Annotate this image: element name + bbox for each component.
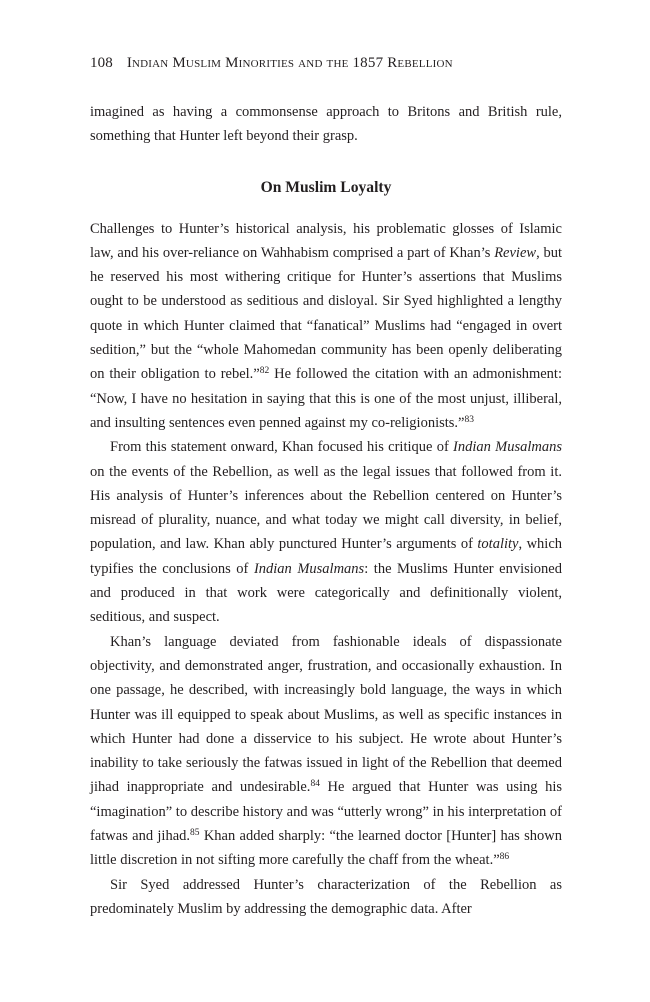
section-heading: On Muslim Loyalty bbox=[260, 178, 392, 196]
text-run: Challenges to Hunter’s historical analysis, his problematic glosses of Islamic law, and his over-reliance on Wahhabism comprised a part of Khan’s bbox=[90, 220, 562, 261]
running-head-title: Indian Muslim Minorities and the 1857 Rebellion bbox=[126, 55, 453, 71]
text-run: Sir Syed addressed Hunter’s characterization of the Rebellion as predominately Muslim by addressing the demographic data. After bbox=[90, 876, 562, 917]
book-page bbox=[90, 52, 562, 921]
text-run: Khan added sharply: “the learned doctor [Hunter] has shown little discretion in not sifting more carefully the chaff from the wheat.” bbox=[90, 828, 562, 869]
paragraph-1 bbox=[90, 217, 562, 436]
running-head bbox=[90, 52, 562, 74]
text-run: , but he reserved his most withering critique for Hunter’s assertions that Muslims ought to be understood as seditious and disloyal. Sir Syed highlighted a lengthy quote in which Hunter claimed that “fanatical” Muslims had “engaged in overt sedition,” but the “whole Mahomedan community has been openly deliberating on their obligation to rebel.” bbox=[90, 244, 563, 383]
footnote-ref: 83 bbox=[464, 414, 474, 425]
text-run: From this statement onward, Khan focused his critique of bbox=[110, 439, 454, 456]
text-run: He followed the citation with an admonishment: “Now, I have no hesitation in saying that this is one of the most unjust, illiberal, and insulting sentences even penned against my co-religionists.” bbox=[90, 366, 562, 431]
footnote-ref: 84 bbox=[310, 779, 320, 790]
footnote-ref: 86 bbox=[499, 852, 510, 863]
footnote-ref: 82 bbox=[259, 366, 270, 377]
footnote-ref: 85 bbox=[190, 828, 200, 839]
text-run: Khan’s language deviated from fashionable ideals of dispassionate objectivity, and demonstrated anger, frustration, and occasionally exhaustion. In one passage, he described, with increasingly bold language, the ways in which Hunter was ill equipped to speak about Muslims, as well as specific instances in which Hunter had done a disservice to his subject. He wrote about Hunter’s inability to take seriously the fatwas issued in light of the Rebellion that deemed jihad inappropriate and undesirable. bbox=[90, 633, 562, 796]
paragraph-continuation bbox=[90, 100, 562, 149]
paragraph-3 bbox=[90, 630, 562, 873]
text-run: on the events of the Rebellion, as well as the legal issues that followed from it. His analysis of Hunter’s inferences about the Rebellion centered on Hunter’s misread of plurality, nuance, and what today we might call diversity, in belief, population, and law. Khan ably punctured Hunter’s arguments of bbox=[90, 463, 562, 553]
italic-run: totality bbox=[477, 536, 519, 553]
page-number: 108 bbox=[90, 55, 113, 71]
text-run: imagined as having a commonsense approach to Britons and British rule, something that Hunter left beyond their grasp. bbox=[90, 104, 562, 145]
paragraph-2 bbox=[90, 435, 562, 629]
text-run: , which typifies the conclusions of bbox=[90, 536, 563, 577]
text-run: : the Muslims Hunter envisioned and produced in that work were categorically and definitionally violent, seditious, and suspect. bbox=[90, 560, 562, 626]
italic-run: Review bbox=[494, 244, 537, 261]
text-run: He argued that Hunter was using his “imagination” to describe history and was “utterly wrong” in his interpretation of fatwas and jihad. bbox=[90, 779, 562, 845]
italic-run: Indian Musalmans bbox=[453, 439, 562, 456]
italic-run: Indian Musalmans bbox=[253, 560, 365, 577]
paragraph-4 bbox=[90, 873, 562, 922]
